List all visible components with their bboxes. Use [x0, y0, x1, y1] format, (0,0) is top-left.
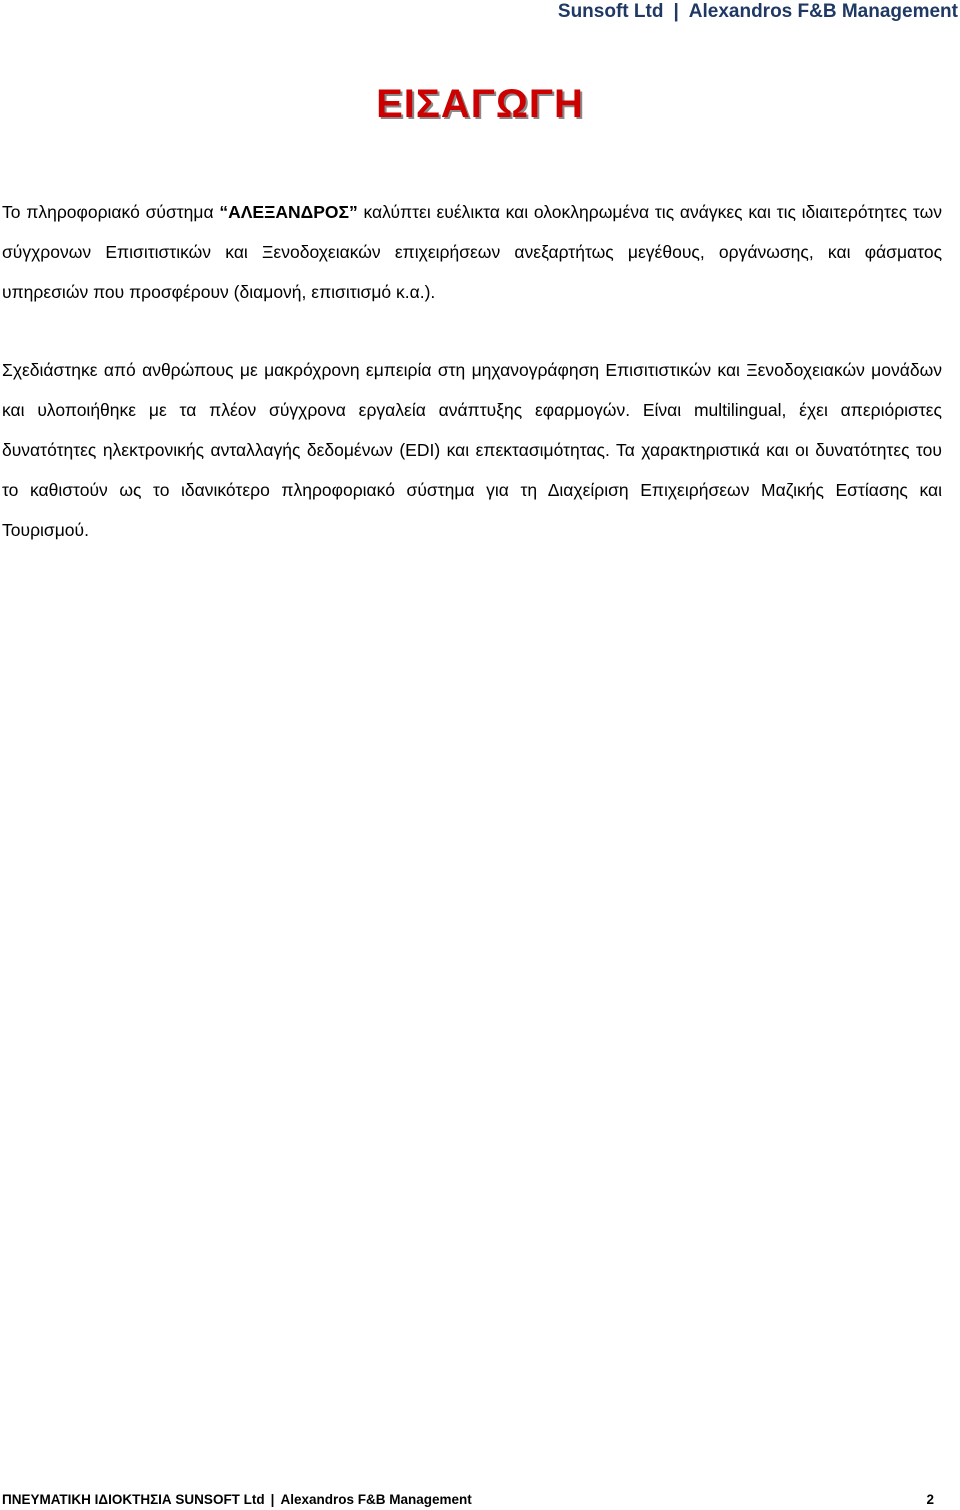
- header-separator: |: [673, 1, 679, 22]
- header-company: Sunsoft Ltd: [557, 1, 664, 22]
- page-footer: [2, 1490, 934, 1510]
- footer-separator: |: [270, 1492, 275, 1507]
- page-number: 2: [926, 1492, 934, 1507]
- header-division: Alexandros F&B Management: [688, 1, 958, 22]
- system-name: “ΑΛΕΞΑΝΔΡΟΣ”: [219, 202, 358, 222]
- footer-division: Alexandros F&B Management: [280, 1492, 472, 1507]
- intro-paragraph-start: Το πληροφοριακό σύστημα: [2, 202, 220, 222]
- design-paragraph: Σχεδιάστηκε από ανθρώπους με μακρόχρονη εμπειρία στη μηχανογράφηση Επισιτιστικών και Ξενοδοχειακών μονάδων και υλοποιήθηκε με τα πλέον σύγχρονα εργαλεία ανάπτυξης εφαρμογών. Είναι multilingual, έχει απεριόριστες δυνατότητες ηλεκτρονικής ανταλλαγής δεδομένων (EDI) και επεκτασιμότητας. Τα χαρακτηριστικά και οι δυνατότητες του το καθιστούν ως το ιδανικότερο πληροφοριακό σύστημα για τη Διαχείριση Επιχειρήσεων Μαζικής Εστίασης και Τουρισμού.: [2, 360, 942, 540]
- page-title: ΕΙΣΑΓΩΓΗ: [376, 82, 584, 126]
- footer-rights: ΠΝΕΥΜΑΤΙΚΗ ΙΔΙΟΚΤΗΣΙΑ SUNSOFT Ltd: [2, 1492, 265, 1507]
- footer-left: [2, 1490, 472, 1510]
- intro-paragraph: [2, 192, 942, 312]
- page-header: [558, 0, 958, 24]
- intro-paragraph-rest: καλύπτει ευέλικτα και ολοκληρωμένα τις ανάγκες και τις ιδιαιτερότητες των σύγχρονων Επισιτιστικών και Ξενοδοχειακών επιχειρήσεων ανεξαρτήτως μεγέθους, οργάνωσης, και φάσματος υπηρεσιών που προσφέρουν (διαμονή, επισιτισμό κ.α.).: [2, 202, 942, 302]
